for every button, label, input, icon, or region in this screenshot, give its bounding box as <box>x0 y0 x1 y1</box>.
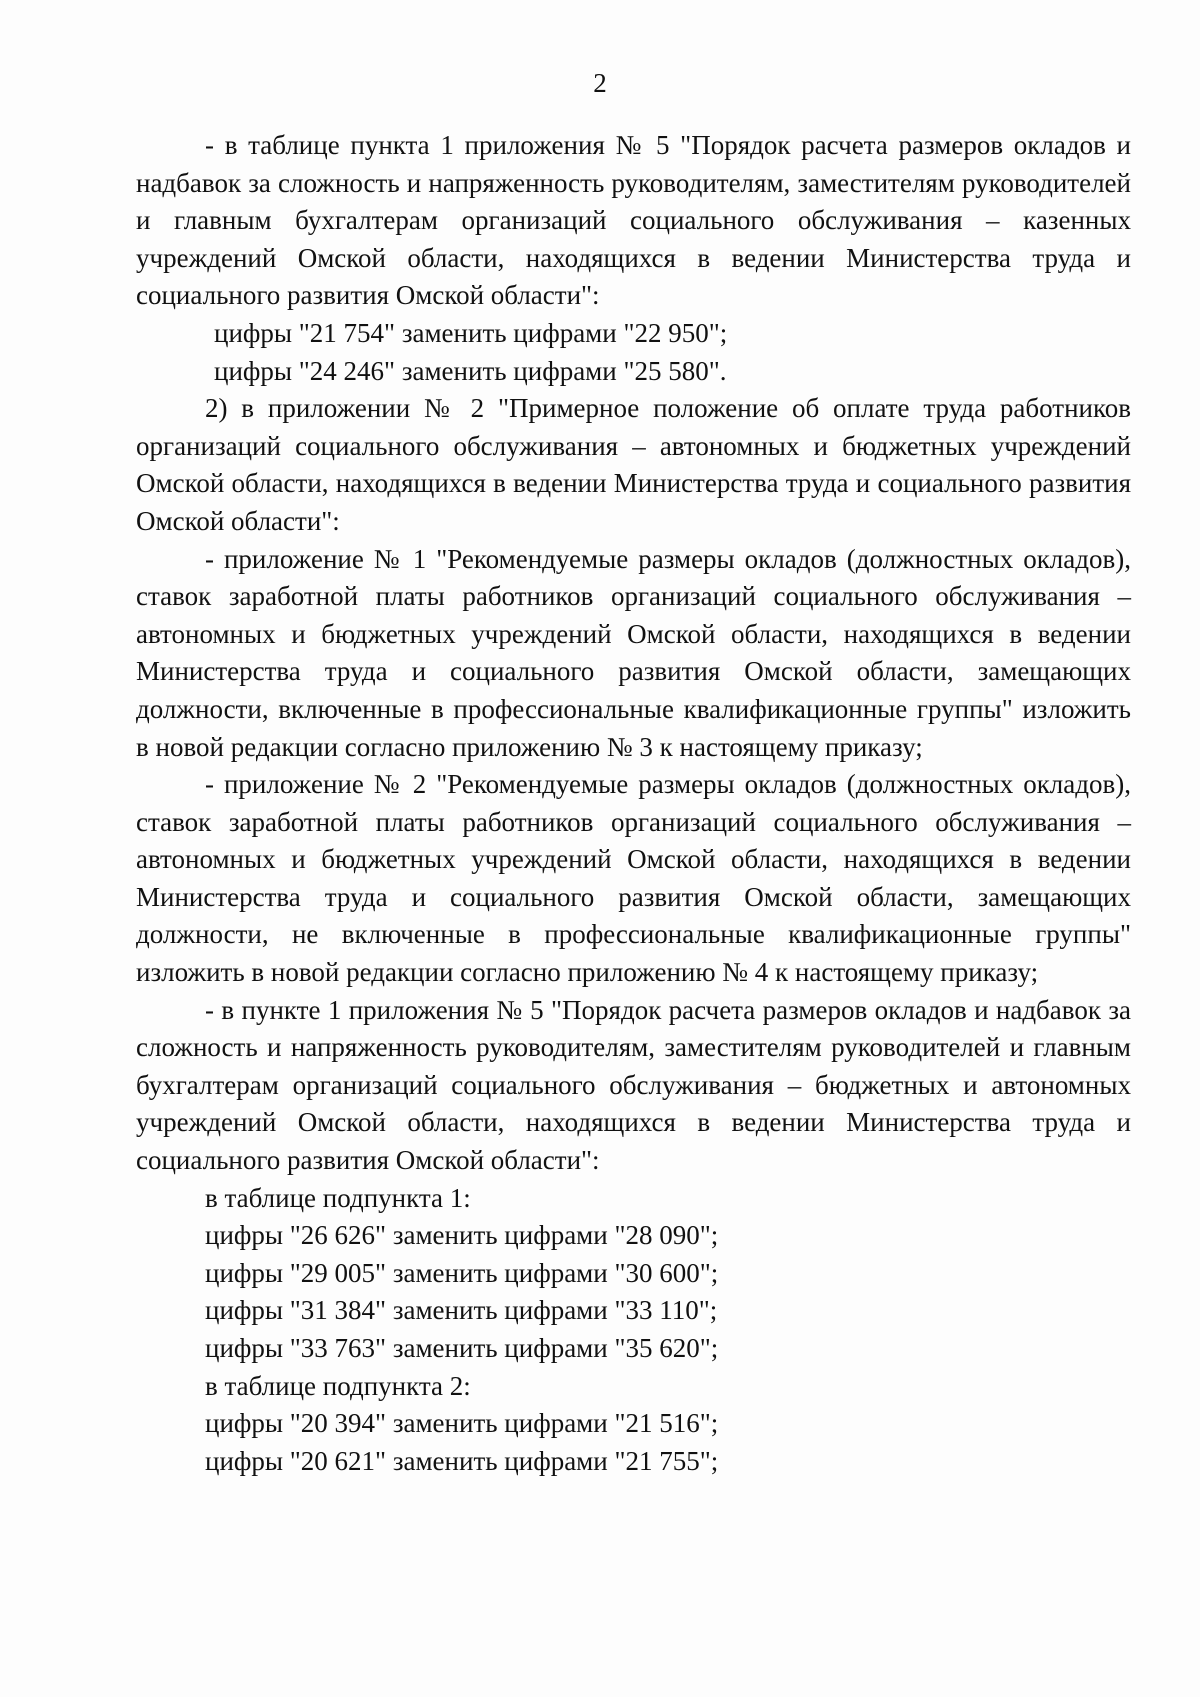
paragraph-item-2: 2) в приложении № 2 "Примерное положение об оплате труда работников организаций социального обслуживания – автономных и бюджетных учреждений Омской области, находящихся в ведении Министерства труда и социального развития Омской области": <box>136 393 1131 536</box>
replacement-line: цифры "26 626" заменить цифрами "28 090"; <box>205 1220 719 1251</box>
subitem-heading: в таблице подпункта 1: <box>205 1182 471 1213</box>
paragraph-annex5-table: - в таблице пункта 1 приложения № 5 "Порядок расчета размеров окладов и надбавок за сложность и напряженность руководителям, заместителям руководителей и главным бухгалтерам организаций социального обслуживания – казенных учреждений Омской области, находящихся в ведении Министерства труда и социального развития Омской области": <box>136 130 1131 311</box>
paragraph-annex-2: - приложение № 2 "Рекомендуемые размеры окладов (должностных окладов), ставок заработной платы работников организаций социального обслуживания – автономных и бюджетных учреждений Омской области, находящихся в ведении Министерства труда и социального развития Омской области, замещающих должности, не включенные в профессиональные квалификационные группы" изложить в новой редакции согласно приложению № 4 к настоящему приказу; <box>136 769 1131 988</box>
replacement-line: цифры "21 754" заменить цифрами "22 950"; <box>214 317 728 348</box>
subitem-heading: в таблице подпункта 2: <box>205 1370 471 1401</box>
replacement-line: цифры "33 763" заменить цифрами "35 620"; <box>205 1333 719 1363</box>
paragraph-annex5-item1: - в пункте 1 приложения № 5 "Порядок расчета размеров окладов и надбавок за сложность и напряженность руководителям, заместителям руководителей и главным бухгалтерам организаций социального обслуживания – бюджетных и автономных учреждений Омской области, находящихся в ведении Министерства труда и социального развития Омской области": <box>136 994 1131 1176</box>
page-number: 2 <box>593 68 607 98</box>
replacement-line: цифры "20 621" заменить цифрами "21 755"; <box>205 1445 719 1476</box>
document-body <box>136 127 1131 1480</box>
replacement-line: цифры "20 394" заменить цифрами "21 516"; <box>205 1408 719 1439</box>
replacement-line: цифры "31 384" заменить цифрами "33 110"; <box>205 1295 718 1326</box>
replacement-line: цифры "24 246" заменить цифрами "25 580". <box>214 355 727 386</box>
paragraph-annex-1: - приложение № 1 "Рекомендуемые размеры окладов (должностных окладов), ставок заработной платы работников организаций социального обслуживания – автономных и бюджетных учреждений Омской области, находящихся в ведении Министерства труда и социального развития Омской области, замещающих должности, включенные в профессиональные квалификационные группы" изложить в новой редакции согласно приложению № 3 к настоящему приказу; <box>136 543 1131 762</box>
replacement-line: цифры "29 005" заменить цифрами "30 600"; <box>205 1257 719 1288</box>
